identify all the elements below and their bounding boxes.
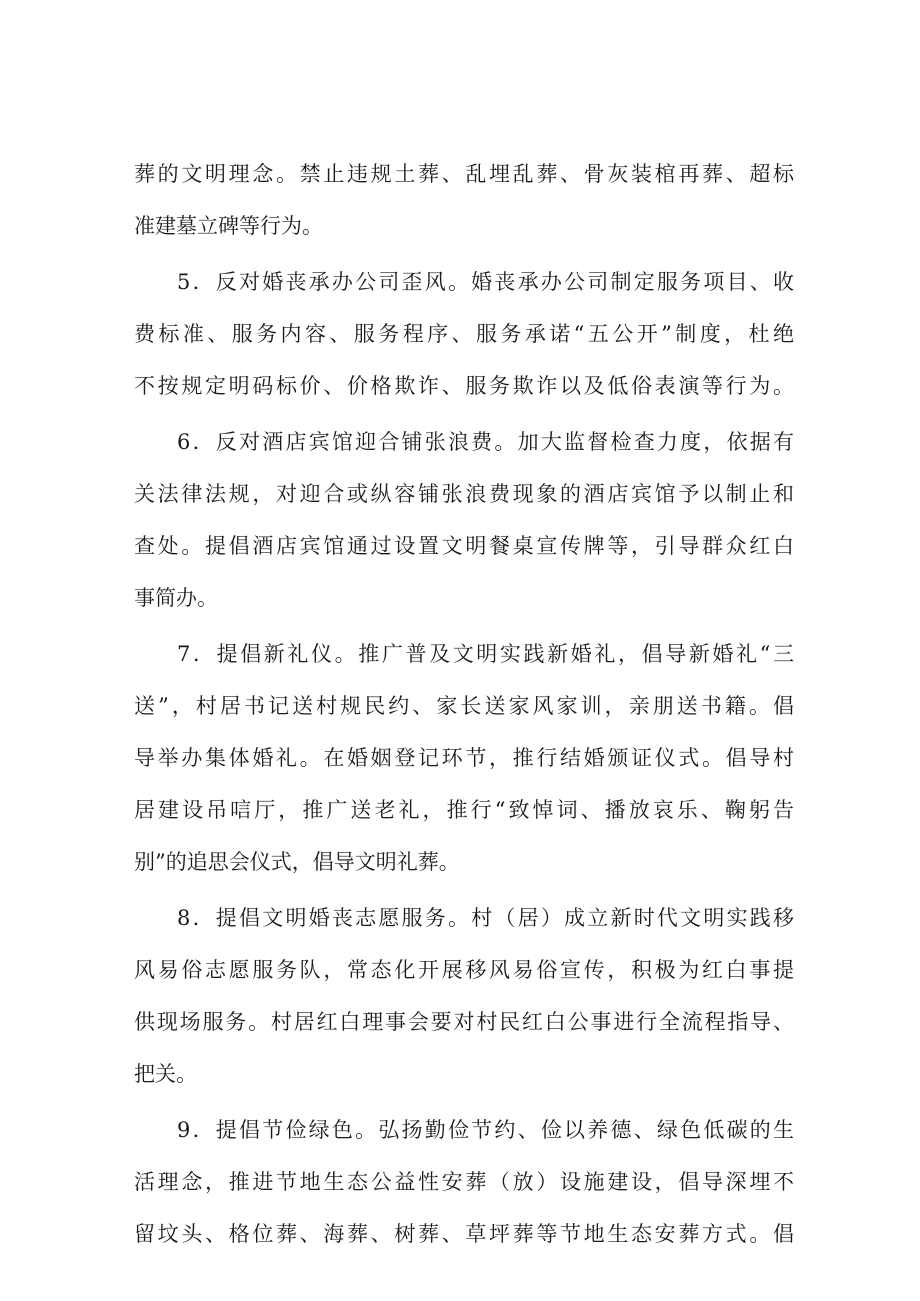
text-line: 风易俗志愿服务队，常态化开展移风易俗宣传，积极为红白事提 — [134, 958, 794, 982]
text-line: 查处。提倡酒店宾馆通过设置文明餐桌宣传牌等，引导群众红白 — [134, 534, 794, 558]
text-line: 准建墓立碑等行为。 — [134, 214, 323, 238]
text-line: 活理念，推进节地生态公益性安葬（放）设施建设，倡导深埋不 — [134, 1170, 794, 1194]
text-line: 送”，村居书记送村规民约、家长送家风家训，亲朋送书籍。倡 — [134, 694, 794, 718]
text-line: 事简办。 — [134, 586, 218, 610]
text-line: 供现场服务。村居红白理事会要对村民红白公事进行全流程指导、 — [134, 1010, 794, 1034]
paragraph-9-heading-line: 9．提倡节俭绿色。弘扬勤俭节约、俭以养德、绿色低碳的生 — [177, 1118, 794, 1142]
text-line: 葬的文明理念。禁止违规土葬、乱埋乱葬、骨灰装棺再葬、超标 — [134, 162, 794, 186]
text-line: 留坟头、格位葬、海葬、树葬、草坪葬等节地生态安葬方式。倡 — [134, 1222, 794, 1246]
text-line: 费标准、服务内容、服务程序、服务承诺“五公开”制度，杜绝 — [134, 322, 794, 346]
paragraph-7-heading-line: 7．提倡新礼仪。推广普及文明实践新婚礼，倡导新婚礼“三 — [177, 642, 794, 666]
text-line: 别”的追思会仪式，倡导文明礼葬。 — [134, 850, 460, 874]
text-line: 关法律法规，对迎合或纵容铺张浪费现象的酒店宾馆予以制止和 — [134, 482, 794, 506]
paragraph-5-heading-line: 5．反对婚丧承办公司歪风。婚丧承办公司制定服务项目、收 — [177, 270, 794, 294]
text-line: 居建设吊唁厅，推广送老礼，推行“致悼词、播放哀乐、鞠躬告 — [134, 798, 794, 822]
text-line: 导举办集体婚礼。在婚姻登记环节，推行结婚颁证仪式。倡导村 — [134, 746, 794, 770]
text-line: 不按规定明码标价、价格欺诈、服务欺诈以及低俗表演等行为。 — [134, 374, 794, 398]
paragraph-6-heading-line: 6．反对酒店宾馆迎合铺张浪费。加大监督检查力度，依据有 — [177, 430, 794, 454]
paragraph-8-heading-line: 8．提倡文明婚丧志愿服务。村（居）成立新时代文明实践移 — [177, 906, 794, 930]
text-line: 把关。 — [134, 1062, 197, 1086]
